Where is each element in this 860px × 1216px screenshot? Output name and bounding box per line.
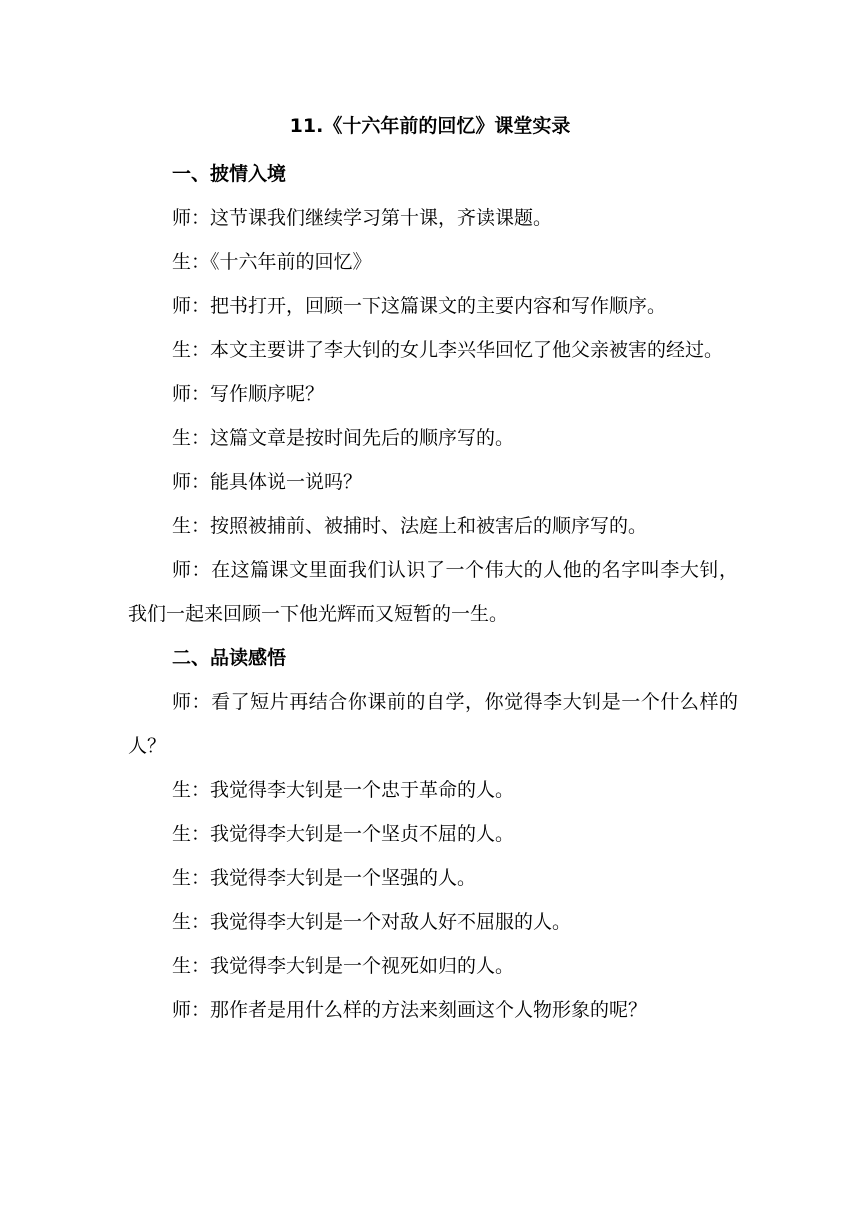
document-title: 11.《十六年前的回忆》课堂实录	[289, 115, 571, 137]
section-heading-1: 一、披情入境	[172, 163, 287, 185]
paragraph: 生：本文主要讲了李大钊的女儿李兴华回忆了他父亲被害的经过。	[172, 339, 724, 361]
paragraph: 生：按照被捕前、被捕时、法庭上和被害后的顺序写的。	[172, 515, 648, 537]
paragraph: 师：能具体说一说吗？	[172, 471, 363, 493]
paragraph: 生：我觉得李大钊是一个对敌人好不屈服的人。	[172, 911, 572, 933]
paragraph: 生：我觉得李大钊是一个坚贞不屈的人。	[172, 823, 515, 845]
paragraph: 生：这篇文章是按时间先后的顺序写的。	[172, 427, 515, 449]
paragraph: 师：把书打开，回顾一下这篇课文的主要内容和写作顺序。	[172, 295, 667, 317]
paragraph: 师：看了短片再结合你课前的自学，你觉得李大钊是一个什么样的人？	[128, 691, 738, 757]
paragraph: 生：《十六年前的回忆》	[172, 251, 372, 273]
paragraph: 师：那作者是用什么样的方法来刻画这个人物形象的呢？	[172, 999, 648, 1021]
paragraph: 师：在这篇课文里面我们认识了一个伟大的人他的名字叫李大钊，我们一起来回顾一下他光辉而又短暂的一生。	[128, 559, 738, 625]
paragraph: 师：这节课我们继续学习第十课，齐读课题。	[172, 207, 553, 229]
paragraph: 生：我觉得李大钊是一个视死如归的人。	[172, 955, 515, 977]
paragraph: 生：我觉得李大钊是一个忠于革命的人。	[172, 779, 515, 801]
section-heading-2: 二、品读感悟	[172, 647, 287, 669]
paragraph: 生：我觉得李大钊是一个坚强的人。	[172, 867, 477, 889]
paragraph: 师：写作顺序呢？	[172, 383, 325, 405]
document-body	[128, 152, 738, 1032]
